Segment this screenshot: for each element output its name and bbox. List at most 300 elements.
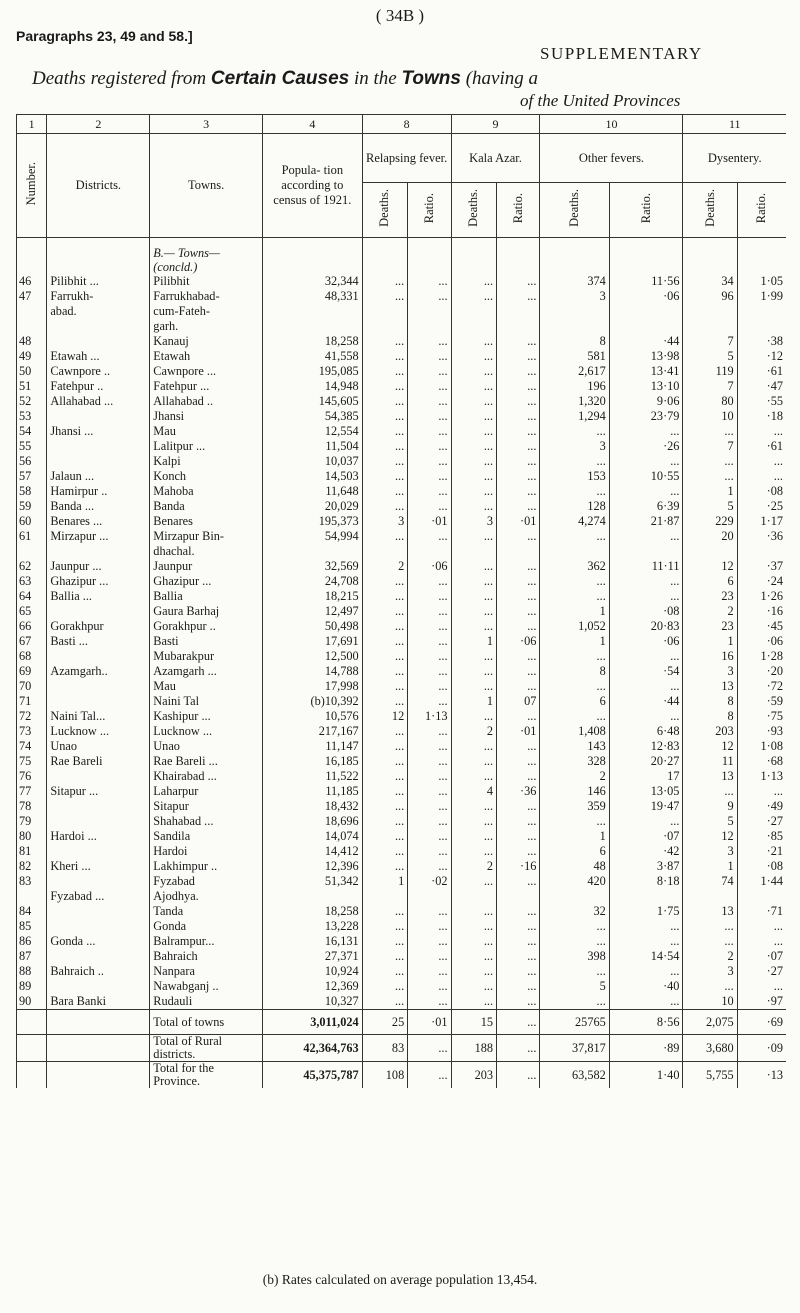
cell-kr: ...: [497, 739, 540, 754]
cell-rd: ...: [362, 814, 408, 829]
cell-kr: ...: [497, 334, 540, 349]
cell-od: ...: [540, 574, 609, 589]
cell-kr: ...: [497, 829, 540, 844]
cell-or: 12·83: [609, 739, 683, 754]
title-text-1: Deaths registered from: [32, 68, 211, 89]
cell-town: Cawnpore ...: [150, 364, 263, 379]
cell-dd: 12: [683, 739, 737, 754]
cell-od: 6: [540, 694, 609, 709]
number-header: [17, 134, 47, 238]
cell-town: Lucknow ...: [150, 724, 263, 739]
cell-kd: 3: [451, 514, 497, 529]
table-row: [17, 274, 787, 289]
cell-dr: ·27: [737, 964, 786, 979]
cell-num: 86: [17, 934, 47, 949]
cell-kr: 07: [497, 694, 540, 709]
cell-dr: 1·28: [737, 649, 786, 664]
cell-od: [540, 319, 609, 334]
cell-district: Fyzabad ...: [47, 889, 150, 904]
cell-dd: 23: [683, 589, 737, 604]
cell-kr: ·36: [497, 784, 540, 799]
cell-dd: 8: [683, 709, 737, 724]
total-pop: 3,011,024: [263, 1010, 363, 1035]
col-num-10: 10: [540, 115, 683, 134]
cell-pop: 11,185: [263, 784, 363, 799]
cell-town: Gaura Barhaj: [150, 604, 263, 619]
cell-kd: ...: [451, 439, 497, 454]
cell-rr: ...: [408, 769, 451, 784]
cell-rd: ...: [362, 844, 408, 859]
cell-rd: ...: [362, 529, 408, 544]
cell-pop: 17,691: [263, 634, 363, 649]
cell-district: Bahraich ..: [47, 964, 150, 979]
cell-town: Nanpara: [150, 964, 263, 979]
cell-od: 128: [540, 499, 609, 514]
cell-district: Bara Banki: [47, 994, 150, 1010]
cell-district: Hamirpur ..: [47, 484, 150, 499]
cell-num: 88: [17, 964, 47, 979]
cell-rr: [408, 544, 451, 559]
table-row: [17, 769, 787, 784]
cell-od: [540, 304, 609, 319]
cell-dd: 34: [683, 274, 737, 289]
cell-pop: 18,215: [263, 589, 363, 604]
cell-od: 32: [540, 904, 609, 919]
total-blank: [17, 1062, 47, 1089]
cell-kr: ...: [497, 949, 540, 964]
footnote: (b) Rates calculated on average population 13,454.: [262, 1272, 538, 1287]
cell-or: 14·54: [609, 949, 683, 964]
cell-rd: ...: [362, 589, 408, 604]
total-blank: [47, 1062, 150, 1089]
cell-pop: 17,998: [263, 679, 363, 694]
cell-rd: ...: [362, 499, 408, 514]
cell-district: Sitapur ...: [47, 784, 150, 799]
cell-kd: ...: [451, 454, 497, 469]
cell-od: 1,408: [540, 724, 609, 739]
cell-kd: ...: [451, 364, 497, 379]
cell-od: ...: [540, 814, 609, 829]
cell-num: 89: [17, 979, 47, 994]
cell-pop: 14,788: [263, 664, 363, 679]
col-num-8: 8: [362, 115, 451, 134]
cell-kd: ...: [451, 904, 497, 919]
cell-or: ...: [609, 484, 683, 499]
cell-kd: ...: [451, 679, 497, 694]
section-blank: [737, 238, 786, 275]
cell-rd: ...: [362, 694, 408, 709]
table-row: [17, 364, 787, 379]
cell-rr: ...: [408, 424, 451, 439]
cell-od: 146: [540, 784, 609, 799]
cell-rr: ...: [408, 724, 451, 739]
table-row: [17, 439, 787, 454]
ratio-label: Ratio.: [638, 192, 653, 224]
cell-town: Ballia: [150, 589, 263, 604]
cell-or: ...: [609, 424, 683, 439]
cell-dr: ...: [737, 934, 786, 949]
number-header-text: Number.: [24, 161, 39, 206]
cell-kr: ...: [497, 274, 540, 289]
total-kd: 203: [451, 1062, 497, 1089]
cell-dr: ·47: [737, 379, 786, 394]
cell-kd: ...: [451, 559, 497, 574]
cell-dr: ·36: [737, 529, 786, 544]
cell-od: 420: [540, 874, 609, 889]
cell-kd: ...: [451, 664, 497, 679]
cell-num: 65: [17, 604, 47, 619]
table-row: [17, 859, 787, 874]
cell-num: 78: [17, 799, 47, 814]
total-kd: 15: [451, 1010, 497, 1035]
cell-pop: 10,327: [263, 994, 363, 1010]
title-text-2: Certain Causes: [210, 68, 350, 89]
cell-num: 80: [17, 829, 47, 844]
cell-od: 153: [540, 469, 609, 484]
cell-kd: ...: [451, 874, 497, 889]
cell-rd: ...: [362, 574, 408, 589]
cell-rr: 1·13: [408, 709, 451, 724]
cell-dr: [737, 544, 786, 559]
cell-num: 74: [17, 739, 47, 754]
cell-pop: 18,432: [263, 799, 363, 814]
relapsing-fever-text: Relapsing fever.: [366, 151, 448, 165]
cell-kd: [451, 319, 497, 334]
cell-town: Ajodhya.: [150, 889, 263, 904]
header-row-groups: [17, 134, 787, 183]
cell-district: Naini Tal...: [47, 709, 150, 724]
cell-town: Sitapur: [150, 799, 263, 814]
cell-district: [47, 844, 150, 859]
cell-kd: ...: [451, 589, 497, 604]
cell-rr: ...: [408, 349, 451, 364]
cell-num: [17, 319, 47, 334]
cell-num: 76: [17, 769, 47, 784]
cell-town: Mahoba: [150, 484, 263, 499]
cell-rd: ...: [362, 769, 408, 784]
cell-town: Tanda: [150, 904, 263, 919]
cell-or: 19·47: [609, 799, 683, 814]
cell-num: [17, 889, 47, 904]
cell-or: 20·83: [609, 619, 683, 634]
section-blank: [451, 238, 497, 275]
table-row: [17, 319, 787, 334]
total-row: [17, 1010, 787, 1035]
cell-pop: 14,412: [263, 844, 363, 859]
table-row: [17, 649, 787, 664]
cell-num: 52: [17, 394, 47, 409]
cell-pop: 195,373: [263, 514, 363, 529]
cell-district: Ghazipur ...: [47, 574, 150, 589]
cell-rd: ...: [362, 664, 408, 679]
cell-pop: 12,554: [263, 424, 363, 439]
cell-dr: ·24: [737, 574, 786, 589]
cell-dr: ...: [737, 454, 786, 469]
cell-num: 75: [17, 754, 47, 769]
cell-dd: 3: [683, 964, 737, 979]
table-row: [17, 484, 787, 499]
cell-kr: ...: [497, 589, 540, 604]
cell-kd: ...: [451, 994, 497, 1010]
cell-town: Lalitpur ...: [150, 439, 263, 454]
cell-district: Gorakhpur: [47, 619, 150, 634]
cell-rr: ...: [408, 634, 451, 649]
total-dr: ·13: [737, 1062, 786, 1089]
col-num-4: 4: [263, 115, 363, 134]
cell-district: [47, 649, 150, 664]
cell-rd: ...: [362, 409, 408, 424]
cell-district: [47, 814, 150, 829]
cell-dd: 12: [683, 559, 737, 574]
cell-town: Rudauli: [150, 994, 263, 1010]
cell-rd: 2: [362, 559, 408, 574]
cell-dr: ...: [737, 919, 786, 934]
cell-kr: ...: [497, 649, 540, 664]
cell-pop: 12,497: [263, 604, 363, 619]
cell-rd: ...: [362, 754, 408, 769]
cell-kd: ...: [451, 274, 497, 289]
cell-or: [609, 319, 683, 334]
cell-dd: 6: [683, 574, 737, 589]
cell-dr: ·16: [737, 604, 786, 619]
cell-or: ·42: [609, 844, 683, 859]
total-dr: ·09: [737, 1035, 786, 1062]
cell-rr: ...: [408, 439, 451, 454]
cell-town: cum-Fateh-: [150, 304, 263, 319]
cell-town: Shahabad ...: [150, 814, 263, 829]
cell-rd: ...: [362, 619, 408, 634]
cell-rd: ...: [362, 994, 408, 1010]
col-num-2: 2: [47, 115, 150, 134]
cell-kr: ...: [497, 289, 540, 304]
cell-rd: ...: [362, 274, 408, 289]
table-row: [17, 844, 787, 859]
cell-kd: 2: [451, 859, 497, 874]
section-blank: [683, 238, 737, 275]
table-row: [17, 679, 787, 694]
cell-dd: 16: [683, 649, 737, 664]
relapsing-fever-header: [362, 134, 451, 183]
total-rd: 83: [362, 1035, 408, 1062]
total-blank: [17, 1010, 47, 1035]
table-row: [17, 739, 787, 754]
cell-dd: 7: [683, 379, 737, 394]
cell-dd: ...: [683, 469, 737, 484]
dysentery-deaths-header: [683, 183, 737, 238]
cell-rr: ...: [408, 994, 451, 1010]
table-row: [17, 409, 787, 424]
col-num-3: 3: [150, 115, 263, 134]
cell-or: ·06: [609, 634, 683, 649]
relapsing-deaths-header: [362, 183, 408, 238]
cell-dd: ...: [683, 934, 737, 949]
cell-num: 70: [17, 679, 47, 694]
cell-dr: [737, 889, 786, 904]
cell-district: Basti ...: [47, 634, 150, 649]
cell-od: 1,052: [540, 619, 609, 634]
cell-district: Allahabad ...: [47, 394, 150, 409]
cell-dr: 1·05: [737, 274, 786, 289]
cell-kr: ...: [497, 754, 540, 769]
table-row: [17, 949, 787, 964]
cell-town: Banda: [150, 499, 263, 514]
cell-pop: 18,258: [263, 904, 363, 919]
cell-od: ...: [540, 454, 609, 469]
section-blank: [540, 238, 609, 275]
cell-kr: ·01: [497, 514, 540, 529]
cell-dr: ·18: [737, 409, 786, 424]
other-deaths-header: [540, 183, 609, 238]
cell-or: ...: [609, 529, 683, 544]
cell-od: 3: [540, 439, 609, 454]
cell-town: Farrukhabad-: [150, 289, 263, 304]
deaths-label: Deaths.: [466, 189, 481, 227]
cell-kr: ...: [497, 409, 540, 424]
cell-num: 46: [17, 274, 47, 289]
cell-town: Rae Bareli ...: [150, 754, 263, 769]
table-row: [17, 604, 787, 619]
cell-kr: ...: [497, 844, 540, 859]
cell-district: Gonda ...: [47, 934, 150, 949]
cell-num: 55: [17, 439, 47, 454]
cell-rr: ...: [408, 814, 451, 829]
cell-dd: 1: [683, 859, 737, 874]
cell-kr: ...: [497, 799, 540, 814]
cell-kd: ...: [451, 574, 497, 589]
cell-district: [47, 874, 150, 889]
cell-or: 1·75: [609, 904, 683, 919]
cell-od: [540, 889, 609, 904]
cell-rd: ...: [362, 949, 408, 964]
cell-dd: 96: [683, 289, 737, 304]
table-row: [17, 979, 787, 994]
cell-dd: 3: [683, 664, 737, 679]
cell-kr: [497, 304, 540, 319]
cell-rr: ...: [408, 754, 451, 769]
cell-dr: ·38: [737, 334, 786, 349]
section-blank: [47, 238, 150, 275]
towns-header: Towns.: [150, 134, 263, 238]
cell-or: [609, 544, 683, 559]
cell-dr: 1·26: [737, 589, 786, 604]
cell-dr: 1·13: [737, 769, 786, 784]
cell-dd: 12: [683, 829, 737, 844]
cell-rd: ...: [362, 424, 408, 439]
cell-od: 581: [540, 349, 609, 364]
cell-dr: 1·17: [737, 514, 786, 529]
cell-rr: ...: [408, 604, 451, 619]
total-rr: ·01: [408, 1010, 451, 1035]
cell-district: Banda ...: [47, 499, 150, 514]
cell-district: [47, 454, 150, 469]
cell-town: garh.: [150, 319, 263, 334]
cell-dr: ·59: [737, 694, 786, 709]
cell-dr: ·08: [737, 484, 786, 499]
cell-dd: 23: [683, 619, 737, 634]
deaths-label: Deaths.: [377, 189, 392, 227]
table-row: [17, 724, 787, 739]
table-row: [17, 619, 787, 634]
cell-or: 3·87: [609, 859, 683, 874]
cell-or: ...: [609, 964, 683, 979]
cell-pop: 10,924: [263, 964, 363, 979]
total-or: 8·56: [609, 1010, 683, 1035]
cell-pop: 11,504: [263, 439, 363, 454]
cell-kr: ...: [497, 469, 540, 484]
cell-num: 56: [17, 454, 47, 469]
cell-num: 66: [17, 619, 47, 634]
cell-num: 48: [17, 334, 47, 349]
cell-rd: ...: [362, 379, 408, 394]
cell-dd: 10: [683, 409, 737, 424]
cell-dr: ·85: [737, 829, 786, 844]
cell-district: [47, 799, 150, 814]
cell-kr: ...: [497, 439, 540, 454]
cell-kr: ...: [497, 574, 540, 589]
total-row: [17, 1062, 787, 1089]
cell-od: 8: [540, 334, 609, 349]
cell-kr: ...: [497, 454, 540, 469]
page-number: ( 34B ): [375, 6, 425, 25]
cell-kd: ...: [451, 469, 497, 484]
table-row: [17, 289, 787, 304]
cell-dd: 229: [683, 514, 737, 529]
cell-num: 47: [17, 289, 47, 304]
cell-kr: ·01: [497, 724, 540, 739]
cell-rd: ...: [362, 919, 408, 934]
cell-pop: 14,503: [263, 469, 363, 484]
deaths-label: Deaths.: [567, 189, 582, 227]
cell-kr: ...: [497, 679, 540, 694]
cell-kd: 1: [451, 694, 497, 709]
cell-rr: ...: [408, 484, 451, 499]
cell-kd: ...: [451, 334, 497, 349]
cell-pop: 32,569: [263, 559, 363, 574]
cell-rr: ...: [408, 739, 451, 754]
cell-kr: ...: [497, 904, 540, 919]
cell-rr: ...: [408, 904, 451, 919]
cell-district: Etawah ...: [47, 349, 150, 364]
cell-od: 1,294: [540, 409, 609, 424]
cell-rr: ...: [408, 919, 451, 934]
cell-pop: 14,074: [263, 829, 363, 844]
cell-district: abad.: [47, 304, 150, 319]
cell-num: 84: [17, 904, 47, 919]
cell-district: [47, 919, 150, 934]
cell-dd: ...: [683, 424, 737, 439]
cell-kd: ...: [451, 349, 497, 364]
cell-district: [47, 544, 150, 559]
cell-pop: 32,344: [263, 274, 363, 289]
cell-pop: 16,131: [263, 934, 363, 949]
cell-kr: ·16: [497, 859, 540, 874]
cell-rr: ...: [408, 289, 451, 304]
deaths-label: Deaths.: [702, 189, 717, 227]
cell-dr: ...: [737, 784, 786, 799]
cell-dd: 5: [683, 349, 737, 364]
cell-town: dhachal.: [150, 544, 263, 559]
total-blank: [47, 1035, 150, 1062]
cell-kd: ...: [451, 424, 497, 439]
cell-dd: 2: [683, 604, 737, 619]
cell-num: 85: [17, 919, 47, 934]
cell-pop: 12,396: [263, 859, 363, 874]
cell-dd: 8: [683, 694, 737, 709]
cell-rd: ...: [362, 649, 408, 664]
cell-town: Kalpi: [150, 454, 263, 469]
total-rr: ...: [408, 1035, 451, 1062]
cell-district: [47, 334, 150, 349]
